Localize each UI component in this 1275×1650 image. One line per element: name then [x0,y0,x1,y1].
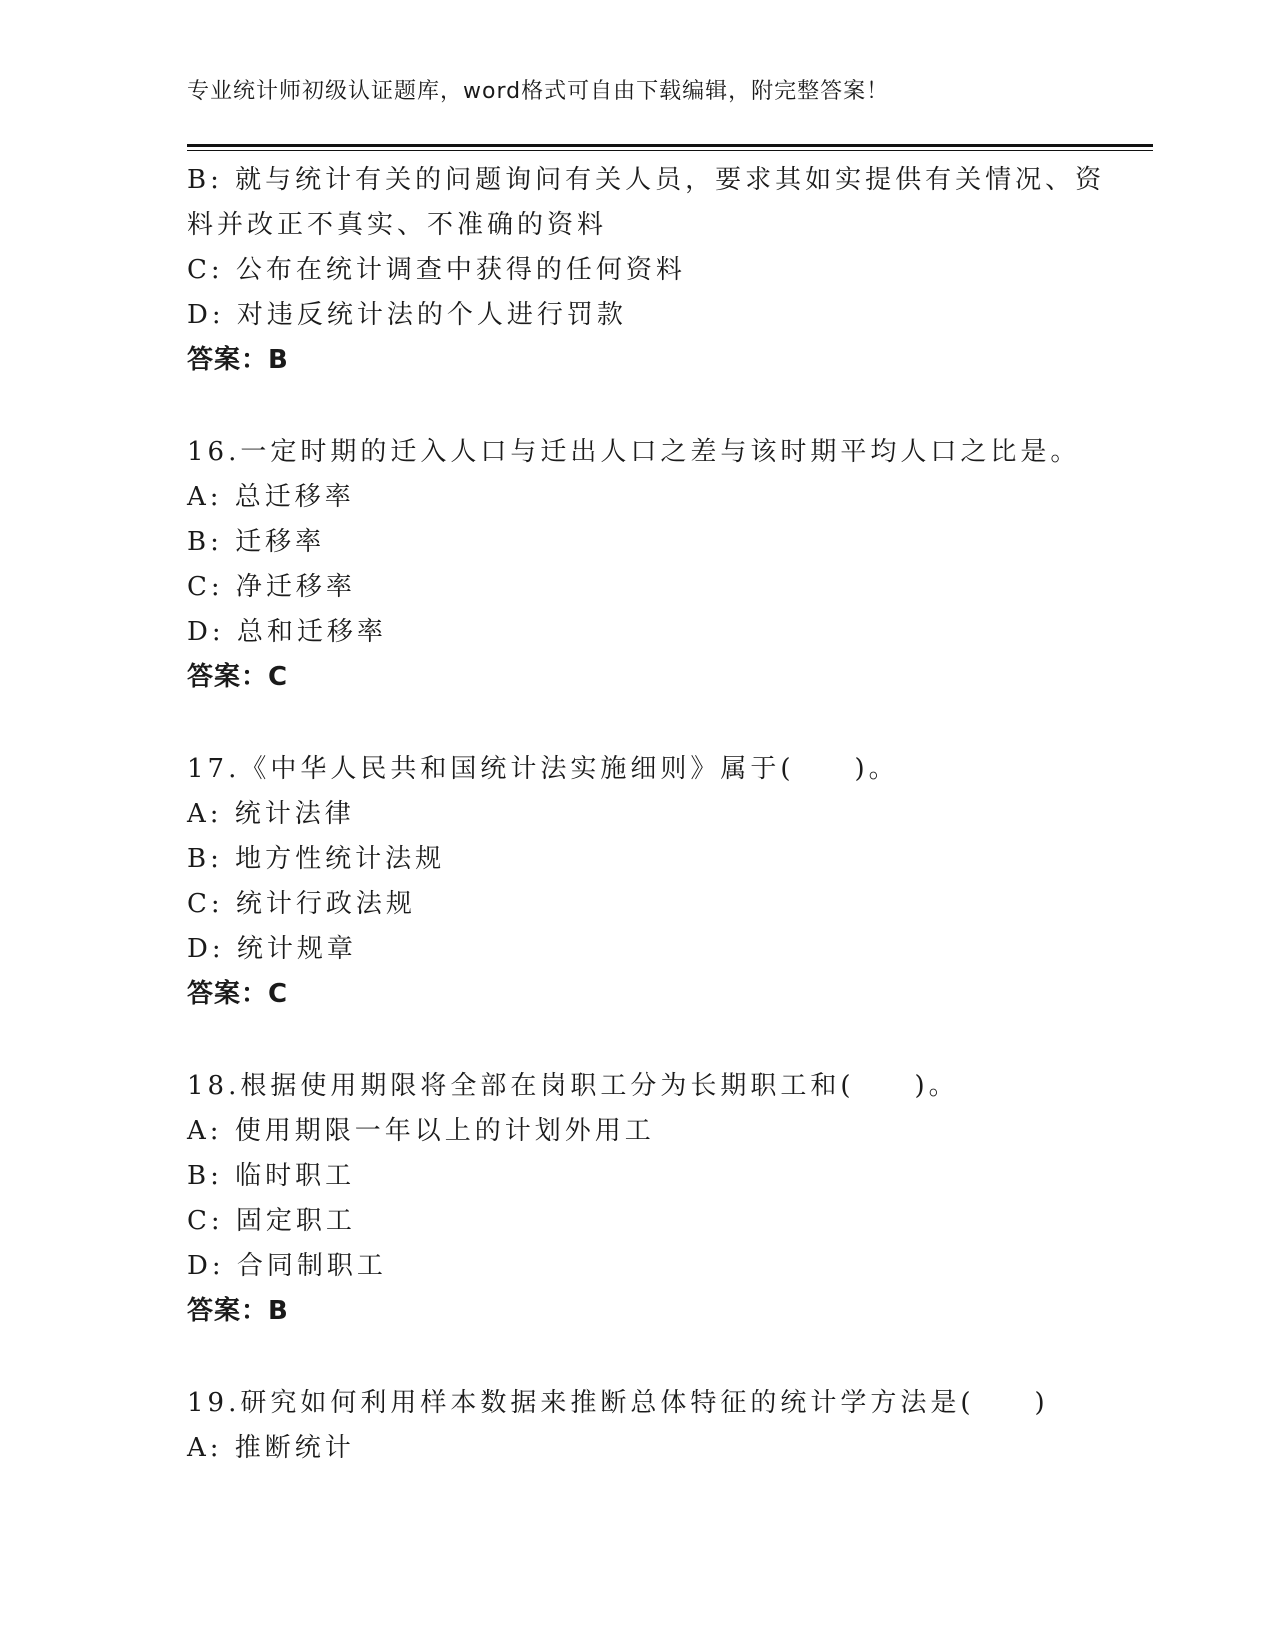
question-16 [187,430,1137,700]
option-d: D: 合同制职工 [187,1251,387,1281]
question-stem: 17.《中华人民共和国统计法实施细则》属于( )。 [187,754,899,784]
answer: 答案：B [187,1296,289,1326]
page-header: 专业统计师初级认证题库，word格式可自由下载编辑，附完整答案！ [187,79,890,104]
option-d: D: 统计规章 [187,934,357,964]
header-rule-thin [187,150,1153,151]
option-c: C: 固定职工 [187,1206,356,1236]
question-17 [187,747,1137,1017]
option-b: B: 就与统计有关的问题询问有关人员，要求其如实提供有关情况、资 [187,165,1106,195]
question-15-continued [187,158,1137,383]
option-b: B: 迁移率 [187,527,326,557]
option-b-continued: 料并改正不真实、不准确的资料 [187,210,608,240]
option-d: D: 对违反统计法的个人进行罚款 [187,300,627,330]
option-c: C: 公布在统计调查中获得的任何资料 [187,255,686,285]
option-a: A: 统计法律 [187,799,355,829]
option-d: D: 总和迁移率 [187,617,387,647]
question-content [187,158,1137,1471]
answer: 答案：B [187,345,289,375]
option-a: A: 推断统计 [187,1433,355,1463]
option-b: B: 地方性统计法规 [187,844,446,874]
question-stem: 19.研究如何利用样本数据来推断总体特征的统计学方法是( ) [187,1388,1049,1418]
question-stem: 16.一定时期的迁入人口与迁出人口之差与该时期平均人口之比是。 [187,437,1081,467]
question-18 [187,1064,1137,1334]
option-c: C: 统计行政法规 [187,889,416,919]
header-rule-thick [187,144,1153,147]
option-b: B: 临时职工 [187,1161,356,1191]
question-stem: 18.根据使用期限将全部在岗职工分为长期职工和( )。 [187,1071,959,1101]
option-a: A: 使用期限一年以上的计划外用工 [187,1116,655,1146]
question-19 [187,1381,1137,1471]
option-a: A: 总迁移率 [187,482,355,512]
option-c: C: 净迁移率 [187,572,356,602]
answer: 答案：C [187,979,289,1009]
answer: 答案：C [187,662,289,692]
